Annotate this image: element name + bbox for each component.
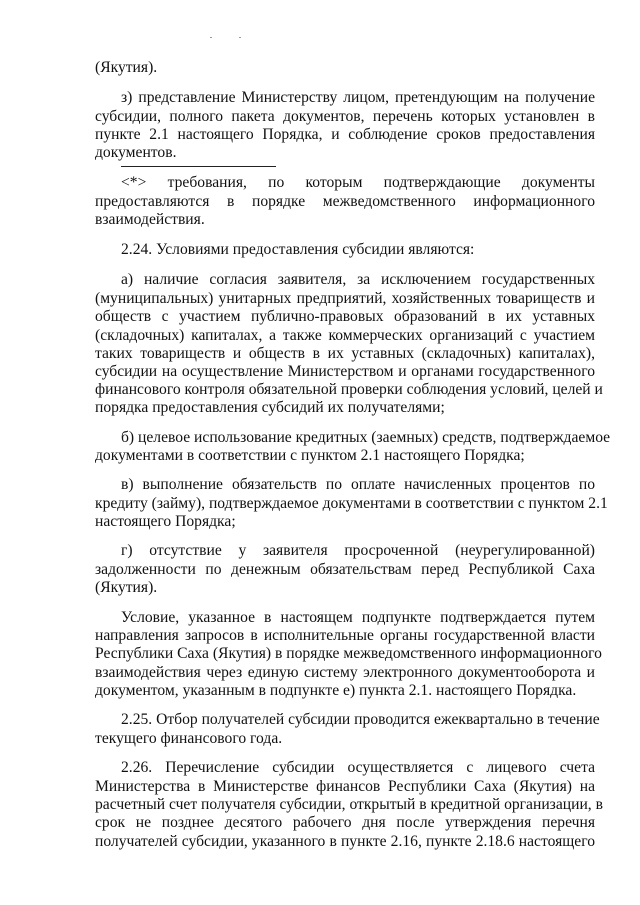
text-line: срок не позднее десятого рабочего дня после утверждения перечня [95, 814, 595, 831]
text-line: з) представление Министерству лицом, претендующим на получение [121, 89, 595, 106]
text-line: таких товариществ и обществ в их уставных (складочных) капиталах), [95, 345, 595, 362]
text-line: финансового контроля обязательной проверки соблюдения условий, целей и [95, 381, 603, 398]
text-line: г) отсутствие у заявителя просроченной (неурегулированной) [121, 542, 595, 559]
text-line: расчетный счет получателя субсидии, открытый в кредитной организации, в [95, 796, 603, 813]
footnote-divider [121, 166, 276, 167]
text-line: настоящего Порядка; [95, 513, 236, 530]
footnote-line: <*> требования, по которым подтверждающие документы [121, 174, 595, 191]
text-line: обществ с участием публично-правовых образований в их уставных [95, 308, 595, 325]
text-line: порядка предоставления субсидий их получателями; [95, 399, 445, 416]
text-line: задолженности по денежным обязательствам перед Республикой Саха [95, 561, 595, 578]
text-line: получателей субсидии, указанного в пункте 2.16, пункте 2.18.6 настоящего [95, 833, 595, 850]
text-line: взаимодействия через единую систему электронного документооборота и [95, 664, 595, 681]
text-line: (Якутия). [95, 579, 158, 596]
text-line: документом, указанным в подпункте е) пункта 2.1. настоящего Порядка. [95, 682, 577, 699]
scan-speck [239, 37, 241, 38]
text-line: Республики Саха (Якутия) в порядке межведомственного информационного [95, 645, 602, 662]
text-line: в) выполнение обязательств по оплате начисленных процентов по [121, 476, 595, 493]
footnote-line: взаимодействия. [95, 211, 205, 228]
text-line: б) целевое использование кредитных (заемных) средств, подтверждаемое [121, 429, 611, 446]
footnote-line: предоставляются в порядке межведомственного информационного [95, 193, 595, 210]
text-line: (складочных) капиталах, а также коммерческих организаций с участием [95, 327, 595, 344]
text-line: 2.26. Перечисление субсидии осуществляется с лицевого счета [121, 759, 595, 776]
text-line: документами в соответствии с пунктом 2.1 настоящего Порядка; [95, 447, 525, 464]
text-line: 2.25. Отбор получателей субсидии проводится ежеквартально в течение [121, 711, 600, 728]
text-line: направления запросов в исполнительные органы государственной власти [95, 627, 595, 644]
text-line: субсидии, полного пакета документов, перечень которых установлен в [95, 108, 595, 125]
text-line: текущего финансового года. [95, 730, 283, 747]
text-line: субсидии на осуществление Министерством и органами государственного [95, 363, 595, 380]
text-line: кредиту (займу), подтверждаемое документами в соответствии с пунктом 2.1 [95, 495, 608, 512]
text-line: пункте 2.1 настоящего Порядка, и соблюдение сроков предоставления [95, 126, 595, 143]
text-line: а) наличие согласия заявителя, за исключением государственных [121, 271, 595, 288]
section-heading: 2.24. Условиями предоставления субсидии являются: [121, 241, 475, 258]
text-line: Условие, указанное в настоящем подпункте подтверждается путем [121, 609, 595, 626]
text-line: документов. [95, 144, 177, 161]
text-line: (муниципальных) унитарных предприятий, хозяйственных товариществ и [95, 290, 595, 307]
text-line: Министерства в Министерстве финансов Республики Саха (Якутия) на [95, 778, 595, 795]
text-line: (Якутия). [95, 59, 158, 76]
scan-speck [210, 37, 212, 38]
